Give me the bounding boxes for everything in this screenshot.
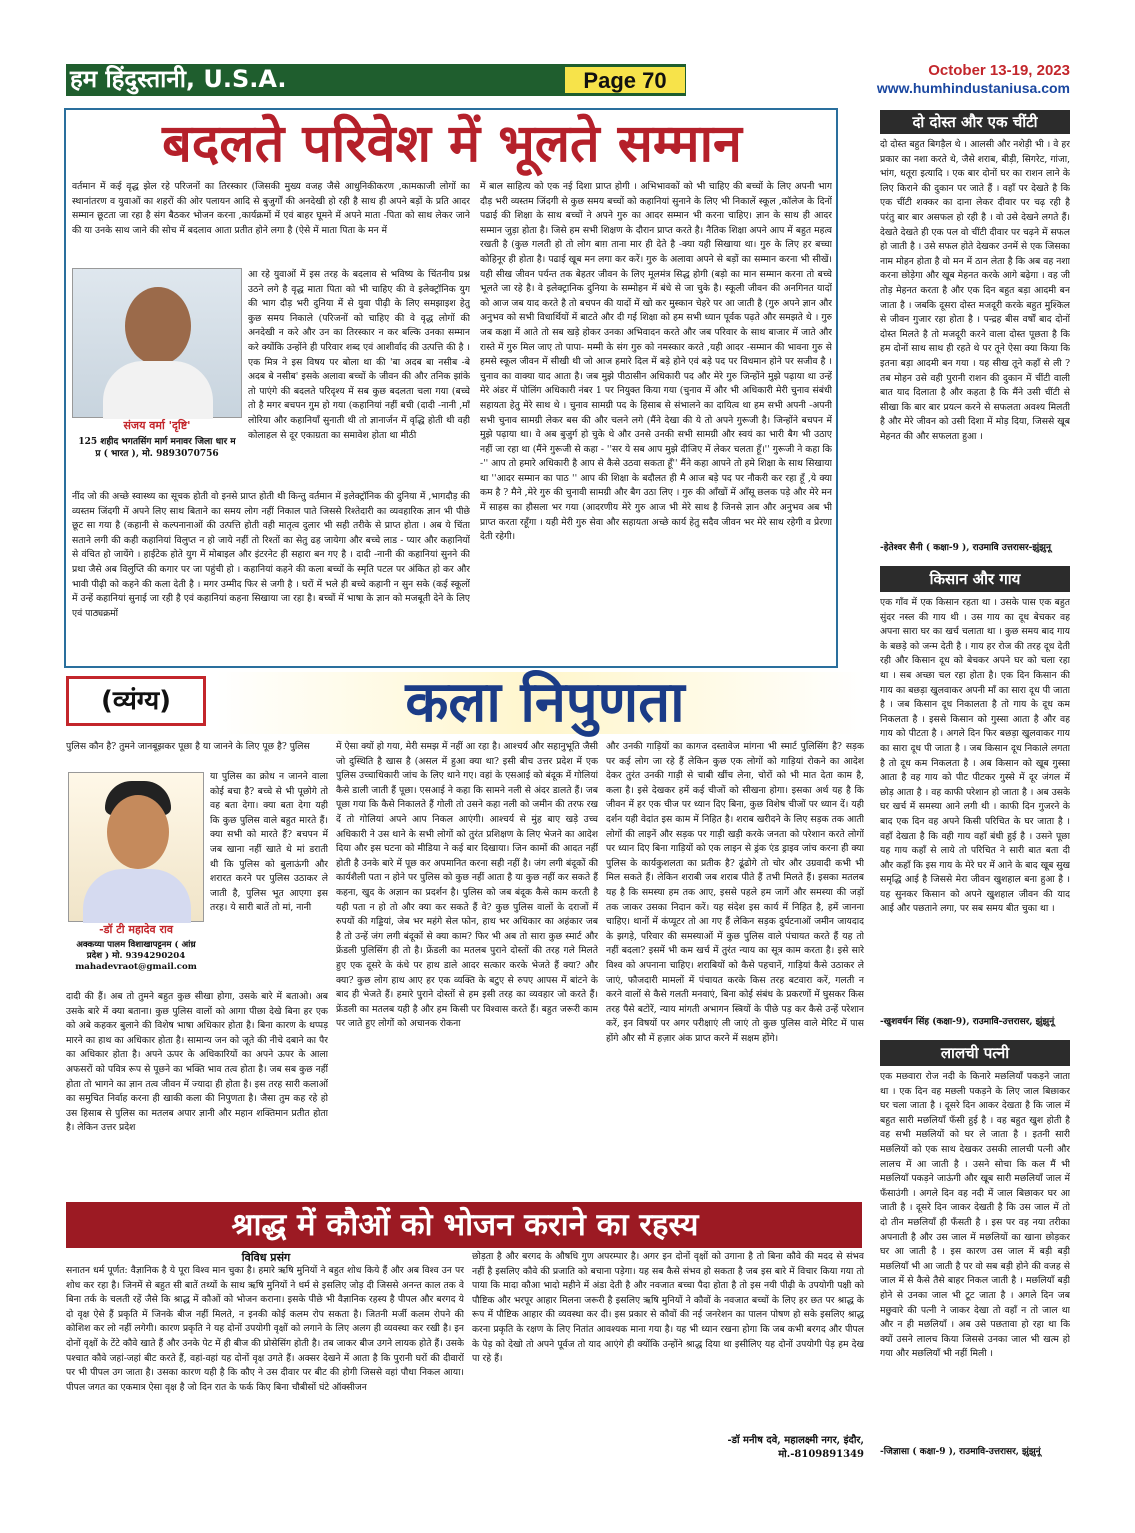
article-headline: बदलते परिवेश में भूलते सम्मान bbox=[162, 114, 742, 174]
sidebar-title: लालची पत्नी bbox=[880, 1040, 1070, 1066]
author-face bbox=[125, 287, 191, 365]
article-text: या पुलिस का क्रोध न जानने वाला कोई बचा है? बच्चे से भी पूछोगे तो वह बता देगा। क्या बता देगा यही कि कुछ पुलिस वाले बहुत मारते हैं। क्या सभी को मारते हैं? बचपन में जब खाना नहीं खाते थे मां डराती थी कि पुलिस को बुलाऊंगी और शरारत करने पर पुलिस उठाकर ले जाती है, पुलिस भूत आएगा इस तरह। ये सारी बातें तो मां, नानी bbox=[210, 771, 328, 914]
sidebar-author: -जिज्ञासा ( कक्षा-9 ), राउमावि-उत्तरासर, झुंझुनूं bbox=[880, 1447, 1041, 1457]
article-text: में ऐसा क्यों हो गया, मेरी समझ में नहीं आ रहा है। आश्चर्य और सहानुभूति जैसी जो दुस्थिति है खास है (असल में हुआ क्या था? इसी बीच उत्तर प्रदेश में एक पुलिस उच्चाधिकारी जांच के लिए थाने गए। वहां के एसआई को बंदूक में गोलियां कैसे डाली जाती हैं पूछा। एसआई ने कहा कि सामने नली से अंदर डालते हैं। जब पूछा गया कि कैसे निकालते हैं गोली तो उसने कहा नली को जमीन की तरफ रख दें तो गोलियां अपने आप निकल आएंगी। आश्चर्य से मुंह बाए खड़े उच्च अधिकारी ने उस थाने के सभी लोगों को तुरंत प्रशिक्षण के लिए भेजने का आदेश दिया और इस घटना को मीडिया ने कई बार दिखाया। जिन कामों की आदत नहीं होती है उनके बारे में पूछ कर अपमानित करना सही नहीं है। जंग लगी बंदूकों की कार्यशैली पता न होने पर पुलिस को कुछ नहीं आता है या कुछ नहीं कर सकते हैं कहना, खुद के अज्ञान का प्रदर्शन है। पुलिस को जब बंदूक कैसे काम करती है यही पता न हो तो और क्या कर सकते हैं वे? कुछ पुलिस वालों के दराजों में रुपयों की गड्डियां, जेब भर महंगे सेल फोन, हाथ भर अधिकार का अहंकार जब है तो उन्हें जंग लगी बंदूकों से क्या काम? फिर भी अब तो सारा कुछ स्मार्ट और फ्रेंडली पुलिसिंग ही तो है। फ्रेंडली का मतलब पुराने दोस्तों की तरह गले मिलते हुए एक दूसरे के कंधे पर हाथ डाले आदर सत्कार करके भेजते हैं क्या? और क्या? कुछ लोग हाथ आए हर एक व्यक्ति के बटुए से रुपए आपस में बांटने के बाद ही भेजते हैं। हमारे पुराने दोस्तों से हम इसी तरह का व्यवहार जो करते हैं। फ्रेंडली का मतलब यही है और हम किसी पर विश्वास करते हैं। बहुत जरूरी काम पर जाते हुए लोगों को अचानक रोकना bbox=[336, 741, 598, 1030]
author-name: -डॉ टी महादेव राव bbox=[99, 923, 173, 936]
article-text: छोड़ता है और बरगद के औषधि गुण अपरम्पार है। अगर इन दोनों वृक्षों को उगाना है तो बिना कौवे की मदद से संभव नहीं है इसलिए कौवे की प्रजाति को बचाना पड़ेगा। यह सब कैसे संभव हो सकता है जब इस बारे में विचार किया गया तो पाया कि मादा कौआ भादो महीने में अंडा देती है और नवजात बच्चा पैदा होता है तो इस नयी पीढ़ी के उपयोगी पक्षी को पौष्टिक और भरपूर आहार मिलना जरूरी है इसलिए ऋषि मुनियों ने कौवों के नवजात बच्चों के लिए हर छत पर श्राद्ध के रूप में पौष्टिक आहार की व्यवस्था कर दी। इस प्रकार से कौवों की नई जनरेशन का पालन पोषण हो सके इसलिए श्राद्ध करना प्रकृति के रक्षण के लिए नितांत आवश्यक माना गया है। यह भी ध्यान रखना होगा कि जब कभी बरगद और पीपल के पेड़ को देखो तो अपने पूर्वज तो याद आएंगे ही क्योंकि उन्होंने श्राद्ध दिया था इसीलिए यह दोनों उपयोगी पेड़ हम देख पा रहे हैं। bbox=[472, 1251, 864, 1365]
article-text: सनातन धर्म पूर्णत: वैज्ञानिक है ये पूरा विश्व मान चुका है। हमारे ऋषि मुनियों ने बहुत शोध किये हैं और अब विश्व उन पर शोध कर रहा है। जिनमें से बहुत सी बातें तथ्यों के साथ ऋषि मुनियों ने धर्म से इसलिए जोड़ दी जिससे अनन्त काल तक वे बिना तर्क के चलती रहें जैसे कि श्राद्ध में कौओं को भोजन कराना। इसके पीछे भी वैज्ञानिक रहस्य है पीपल और बरगद ये दो वृक्ष ऐसे हैं प्रकृति में जिनके बीज नहीं मिलते, न इनकी कोई कलम रोप सकता है। जितनी मर्जी कलम रोपने की कोशिश कर लो नहीं लगेगी। कारण प्रकृति ने यह दोनों उपयोगी वृक्षों को लगाने के लिए अलग ही व्यवस्था कर रखी है। इन दोनों वृक्षों के टेंटे कौवे खाते हैं और उनके पेट में ही बीज की प्रोसेसिंग होती है। तब जाकर बीज उगने लायक होते हैं। उसके पश्चात कौवे जहां-जहां बीट करते हैं, वहां-वहां यह दोनों वृक्ष उगते हैं। अक्सर देखने में आता है कि पुरानी घरों की दीवारों पर भी पीपल उग जाता है। उसका कारण यही है कि कौए ने उस दीवार पर बीट की होगी जिससे वहां पौधा निकल आया। पीपल जगत का एकमात्र ऐसा वृक्ष है जो दिन रात के फर्क किए बिना चौबीसों घंटे ऑक्सीजन bbox=[66, 1265, 464, 1393]
author-address: अक्कय्या पालम विशाखापट्टनम ( आंध्र प्रदेश ) मो. 9394290204 mahadevraot@gmail.com bbox=[75, 940, 197, 972]
author-photo bbox=[72, 268, 242, 418]
issue-date: October 13-19, 2023 bbox=[928, 62, 1070, 79]
page-number: Page 70 bbox=[564, 66, 686, 94]
article-text: और उनकी गाड़ियों का कागज दस्तावेज मांगना भी स्मार्ट पुलिसिंग है? सड़क पर कई लोग जा रहे हैं लेकिन कुछ एक लोगों को गाड़ियां रोकने का आदेश देकर तुरंत उनकी गाड़ी से चाबी खींच लेना, चोरों को भी मात देता काम है, कला है। इसे देखकर हमें कई चीजों को सीखना होगा। इसका अर्थ यह है कि जीवन में हर एक चीज पर ध्यान दिए बिना, कुछ विशेष चीजों पर ध्यान दें। यही दर्शन यही वेदांत इस काम में निहित है। शराब खरीदने के लिए सड़क तक आती लोगों की लाइनें और सड़क पर गाड़ी खड़ी करके जनता को परेशान करते लोगों पर ध्यान दिए बिना गाड़ियों को एक लाइन से ड्रंक एंड ड्राइव जांच करना ही क्या पुलिस के कार्यकुशलता का प्रतीक है? ढूंढोगे तो चोर और उग्रवादी कभी भी मिल सकते हैं। लेकिन शराबी जब शराब पीते हैं तभी मिलते हैं। इसका मतलब यह है कि समस्या हम तक आए, इससे पहले हम जागें और समस्या की जड़ों तक जाकर उसका निदान करें। यह संदेश इस कार्य में निहित है, हमें जानना चाहिए। थानों में कंप्यूटर तो आ गए हैं लेकिन सड़क दुर्घटनाओं जमीन जायदाद के झगड़े, परिवार की समस्याओं में कुछ पुलिस वाले पंचायत करते हैं यह तो नहीं बदला? इसमें भी कम खर्च में तुरंत न्याय का सूत्र काम करता है। इसे सारे विश्व को अपनाना चाहिए। शराबियों को कैसे पहचानें, गाड़ियां कैसे उठाकर ले जाएं, फौजदारी मामलों में पंचायत करके किस तरह बटवारा करें, गलती न करने वालों से कैसे गलती मनवाएं, बिना कोई संबंध के प्रकरणों में घुसकर किस तरह पैसे बटोरें, न्याय मांगती अभागन स्त्रियों के पीछे पड़ कर कैसे उन्हें परेशान करें, इन विषयों पर अगर परीक्षाएं ली जाएं तो कुछ पुलिस वाले मेरिट में पास होंगे और सौ में हज़ार अंक प्राप्त करने में सक्षम होंगे। bbox=[606, 741, 864, 1044]
article-author: -डॉ मनीष दवे, महालक्ष्मी नगर, इंदौर, मो.-8109891349 bbox=[727, 1435, 864, 1460]
author-shirt bbox=[83, 869, 191, 923]
author-address: 125 शहीद भगतसिंग मार्ग मनावर जिला धार म प्र ( भारत ), मो. 9893070756 bbox=[78, 437, 236, 459]
article-headline: श्राद्ध में कौओं को भोजन कराने का रहस्य bbox=[231, 1207, 699, 1243]
publication-title: हम हिंदुस्तानी, U.S.A. bbox=[70, 65, 287, 93]
article-headline: कला निपुणता bbox=[405, 670, 685, 735]
sidebar-title: दो दोस्त और एक चींटी bbox=[880, 110, 1070, 134]
sidebar-author: -खुशवर्धन सिंह (कक्षा-9), राउमावि-उत्तरासर, झुंझुनूं bbox=[880, 1017, 1055, 1027]
author-shirt bbox=[103, 361, 213, 419]
article-text: में बाल साहित्य को एक नई दिशा प्राप्त होगी । अभिभावकों को भी चाहिए की बच्चों के लिए अपनी भाग दौड़ भरी व्यस्तम जिंदगी से कुछ समय बच्चों को कहानियां सुनाने के लिए भी निकालें स्कूल ,कॉलेज के दिनों पढाई की शिक्षा के साथ बच्चों ने अपने गुरु का आदर सम्मान भी करना चाहिए। ज्ञान के साथ ही आदर सम्मान जुड़ा होता है। जिसे हम सभी शिक्षण के दौरान प्राप्त करते है। नैतिक शिक्षा अपने आप में बहुत महत्व रखती है (कुछ गलती हो तो लोग बाग़ ताना मार ही देते है -क्या यही सिखाया था। गुरु के लिए हर बच्चा कोहिनूर ही होता है। पढाई खूब मन लगा कर करें। गुरु के अलावा अपने से बड़ों का सम्मान करना भी सीखें। यही सीख जीवन पर्यन्त तक बेहतर जीवन के लिए मूलमंत्र सिद्ध होगी (बड़ो का मान सम्मान करना तो बच्चे भूलते जा रहे है। वे इलेक्ट्रानिक दुनिया के सम्मोहन में बंधे से जा चुके है। स्कूली जीवन की अनगिनत यादों को आज जब याद करते है तो बचपन की यादों में खो कर मुस्कान चेहरे पर आ जाती है (गुरु अपने ज्ञान और अनुभव को सभी विधार्थियों में बाटते और दी गई शिक्षा को हम सभी ध्यान पूर्वक पढ़ते और समझते थे । गुरु जब कक्षा में आते तो सब खड़े होकर उनका अभिवादन करते और जब परिवार के साथ बाजार में जाते और रास्ते में गुरु मिल जाए तो पापा- मम्मी के संग गुरु को नमस्कार करते ,यही आदर -सम्मान की भावना गुरु से हमसे स्कूल जीवन में सीखी थी जो आज हमारे दिल में बड़े होने एवं बड़े पद पर विधमान होने पर सजीव है । चुनाव का वाक्या याद आता है। जब मुझे पीठासीन अधिकारी पद और मेरे गुरु जिन्होंने मुझे पढ़ाया था उन्हें मेरे अंडर में पोलिंग अधिकारी नंबर 1 पर नियुक्त किया गया (चुनाव में और भी अधिकारी मेरी चुनाव संबंधी सहायता हेतु मेरे साथ थे । चुनाव सामग्री पद के हिसाब से संभालने का दायित्व था हम सभी अपनी -अपनी सभी चुनाव सामग्री लेकर बस की और चलने लगे (मैंने देखा की ये तो अपने गुरूजी है। जिन्होंने बचपन में मुझे पढ़ाया था। वे अब बुजुर्ग हो चुके थे और उनसे उनकी सभी सामग्री और स्वयं का भारी बैग भी उठाए नहीं जा रहा था (मैंने गुरूजी से कहा - ''सर ये सब आप मुझे दीजिए में लेकर चलता हूँ।'' गुरूजी ने कहा कि -'' आप तो हमारे अधिकारी है आप से कैसे उठवा सकता हूँ'' मैंने कहा आपने तो हमे शिक्षा के साथ सिखाया था ''आदर सम्मान का पाठ '' आप की शिक्षा के बदौलत ही मै आज बड़े पद पर नौकरी कर रहा हूँ ,ये क्या कम है ? मैने ,मेरे गुरु की चुनावी सामग्री और बैग उठा लिए । गुरु की आँखों में आँसू छलक पड़े और मेरे मन में साहस का हौसला भर गया (आदरणीय मेरे गुरु आज भी मेरे साथ है जिनसे ज्ञान और अनुभव अब भी प्राप्त करता रहूँगा । यही मेरी गुरु सेवा और सहायता अच्छे कार्य हेतु सदैव जीवन भर मेरे साथ रहेगी व प्रेरणा देती रहेगी। bbox=[480, 181, 832, 543]
author-face bbox=[107, 795, 169, 869]
article-text: नींद जो की अच्छे स्वास्थ्य का सूचक होती वो इनसे प्राप्त होती थी किन्तु वर्तमान में इलेक्ट्रॉनिक की दुनिया में ,भागदौड़ की व्यस्तम जिंदगी में अपने लिए साथ बिताने का समय लोग नहीं निकाल पाते जिससे रिश्तेदारी का व्यवहारिक ज्ञान भी पीछे छूट सा गया है (कहानी से कल्पनानाओं की उत्पत्ति होती वही मातृत्व दुलार भी सही तरीके से प्राप्त होता । अब ये चिंता सताने लगी की कही कहानियां विलुप्त न हो जाये नहीं तो रिश्तों का सेतु ढह जायेगा और बच्चे लाड - प्यार और कहानियों से वंचित हो जायेंगे । हाईटेक होते युग में मोबाइल और इंटरनेट ही सहारा बन गए है । दादी -नानी की कहानियां सुनने की प्रथा जैसे अब विलुप्ति की कगार पर जा पहुंची हो । कहानियां कहने की कला बच्चों के स्मृति पटल पर अंकित हो कर और भावी पीढ़ी को कहने की कला देती है । मगर उम्मीद फिर से जगी है । घरों में भले ही बच्चे कहानी न सुन सके (कई स्कूलों में उन्हें कहानियां सुनाई जा रही है एवं कहानियां कहना सिखाया जा रहा है। बच्चों में भाषा के ज्ञान को मजबूती देने के लिए एवं पाठ्यक्रमों bbox=[72, 491, 470, 619]
sidebar-title: किसान और गाय bbox=[880, 566, 1070, 592]
article-text: दादी की हैं। अब तो तुमने बहुत कुछ सीखा होगा, उसके बारे में बताओ। अब उसके बारे में क्या बताना। कुछ पुलिस वालों को आगा पीछा देखे बिना हर एक को अबे कहकर बुलाने की विशेष भाषा अधिकार होता है। बिना कारण के थप्पड़ मारने का हाथ का अधिकार होता है। सामान्य जन को जूते की नीचे दबाने का पैर का अधिकार होता है। अपने ऊपर के अधिकारियों का अपने ऊपर के आला अफसरों को पवित्र रूप से पूछने का भक्ति भाव तत्व होता है। जब सब कुछ नहीं होता तो भागने का ज्ञान तत्व जीवन में ज्यादा ही होता है। इस तरह सारी कलाओं का समुचित निर्वाह करना ही खाकी कला की निपुणता है। जैसा तुम कह रहे हो उस हिसाब से पुलिस का मतलब अपार ज्ञानी और महान शक्तिमान प्रतीत होता है। लेकिन उत्तर प्रदेश bbox=[66, 991, 328, 1134]
article-text: आ रहे युवाओं में इस तरह के बदलाव से भविष्य के चिंतनीय प्रश्न उठने लगे है वृद्ध माता पिता को भी चाहिए की वे इलेक्ट्रॉनिक युग की भाग दौड़ भरी दुनिया में से युवा पीढ़ी के लिए समझाइश हेतु कुछ समय निकाले (परिजनों को चाहिए की वे वृद्ध लोगों की अनदेखी न करे और उन का तिरस्कार न कर बल्कि उनका सम्मान करे क्योंकि उन्होंने ही परिवार शब्द एवं आशीर्वाद की उत्पत्ति की है । एक मित्र ने इस विषय पर बोला था की 'बा अदब बा नसीब -बे अदब बे नसीब' इसके अलावा बच्चों के जीवन की और तनिक झांके तो पाएंगे की बदलते परिदृश्य में सब कुछ बदलता चला गया (बच्चे तो है मगर बचपन गुम हो गया (कहानियां नहीं बची (दादी -नानी ,माँ लोरिया और कहानियाँ सुनाती थी तो ज्ञानार्जन में वृद्धि होती थी वही कोलाहल से दूर एकाग्रता का समावेश होता था मीठी bbox=[248, 269, 470, 441]
author-name: संजय वर्मा 'दृष्टि' bbox=[123, 419, 191, 432]
sidebar-text: दो दोस्त बहुत बिगड़ैल थे । आलसी और नशेड़ी भी । वे हर प्रकार का नशा करते थे, जैसे शराब, बीड़ी, सिगरेट, गांजा, भांग, धतूरा इत्यादि । एक बार दोनों घर का राशन लाने के लिए किराने की दुकान पर जाते हैं । वहाँ पर देखते है कि एक चींटी शक्कर का दाना लेकर दीवार पर चढ़ रही है परंतु बार बार असफल हो रही है । वो उसे देखने लगते हैं। देखते देखते ही एक पल वो चींटी दीवार पर चढ़ने में सफल हो जाती है । उसे सफल होते देखकर उनमें से एक जिसका नाम मोहन होता है वो मन में ठान लेता है कि अब वह नशा करना छोड़ेगा और खूब मेहनत करके आगे बढ़ेगा । वह जी तोड़ मेहनत करता है और एक दिन बहुत बड़ा आदमी बन जाता है । जबकि दूसरा दोस्त मजदूरी करके बहुत मुश्किल से जीवन गुजार रहा होता है । पन्द्रह बीस वर्षों बाद दोनों दोस्त मिलते है तो मजदूरी करने वाला दोस्त पूछता है कि हम दोनों साथ साथ ही रहते थे पर तूने ऐसा क्या किया कि इतना बड़ा आदमी बन गया । यह सीख तूने कहाँ से ली ? तब मोहन उसे वही पुरानी राशन की दुकान में चींटी वाली बात याद दिलाता है और कहता है कि मैंने उसी चींटी से सीखा कि बार बार प्रयत्न करने से सफलता अवश्य मिलती है और मेरे जीवन को उसी दिशा में मोड़ दिया, जिससे खूब मेहनत की और सफलता हुआ । bbox=[880, 139, 1070, 442]
satire-tag: (व्यंग्य) bbox=[66, 676, 206, 726]
author-photo bbox=[68, 772, 204, 922]
website-link[interactable]: www.humhindustaniusa.com bbox=[876, 80, 1070, 96]
sidebar-text: एक गाँव में एक किसान रहता था । उसके पास एक बहुत सुंदर नस्ल की गाय थी । उस गाय का दूध बेचकर वह अपना सारा घर का खर्च चलाता था । कुछ समय बाद गाय के बछड़े को जन्म देती है । गाय हर रोज की तरह दूध देती रही और किसान दूध को बेचकर अपने घर को चला रहा था । सब अच्छा चल रहा होता है। एक दिन किसान की गाय का बछड़ा खुलवाकर अपनी माँ का सारा दूध पी जाता है । जब किसान दूध निकालता है तो गाय के दूध कम निकलता है । इससे किसान को गुस्सा आता है और वह गाय को पीटता है । अगले दिन फिर बछड़ा खुलवाकर गाय का सारा दूध पी जाता है । जब किसान दूध निकाले लगता है तो दूध कम निकलता है । अब किसान को खूब गुस्सा आता है वह गाय को पीट पीटकर गुस्से में दूर जंगल में छोड़ आता है । वह काफी परेशान हो जाता है । अब उसके घर खर्च में समस्या आने लगी थी । काफी दिन गुजरने के बाद एक दिन वह अपने किसी परिचित के घर जाता है । वहाँ देखता है कि वही गाय वहाँ बंधी हुई है । उसने पूछा यह गाय कहाँ से लाये तो परिचित ने सारी बात बता दी और कहाँ कि इस गाय के मेरे घर में आने के बाद खूब सुख समृद्धि आई है जिससे मेरा जीवन खुशहाल बना हुआ है । यह सुनकर किसान को अपने खुशहाल जीवन की याद आई और पछताने लगा, पर सब समय बीत चुका था । bbox=[880, 597, 1070, 915]
sidebar-text: एक मछवारा रोज नदी के किनारे मछलियाँ पकड़ने जाता था । एक दिन वह मछली पकड़ने के लिए जाल बिछाकर घर चला जाता है । दूसरे दिन आकर देखता है कि जाल में बहुत सारी मछलियाँ फँसी हुई है । वह बहुत खुश होती है वह सभी मछलियों को घर ले जाता है । इतनी सारी मछलियों को एक साथ देखकर उसकी लालची पत्नी और लालच में आ जाती है । उसने सोचा कि कल मैं भी मछलियाँ पकड़ने जाऊंगी और खूब सारी मछलियाँ जाल में फँसाउंगी । अगले दिन वह नदी में जाल बिछाकर घर आ जाती है । दूसरे दिन जाकर देखती है कि उस जाल में तो दो तीन मछलियाँ ही फँसती है । इस पर वह नया तरीका अपनाती है और उस जाल में मछलियों का खाना छोड़कर घर आ जाती है । इस कारण उस जाल में बड़ी बड़ी मछलियाँ भी आ जाती है पर वो सब बड़ी होने की वजह से जाल में से कैसे तैसे बाहर निकल जाती है । मछलियाँ बड़ी होने से उनका जाल भी टूट जाता है । अगले दिन जब मछुवारे की पत्नी ने जाकर देखा तो वहाँ न तो जाल था और न ही मछलियाँ । अब उसे पछतावा हो रहा था कि क्यों उसने लालच किया जिससे उनका जाल भी खत्म हो गया और मछलियाँ भी नहीं मिली । bbox=[880, 1071, 1070, 1360]
sidebar-author: -हेतेश्वर सैनी ( कक्षा-9 ), राउमावि उत्तरासर-झुंझुनू bbox=[880, 543, 1051, 553]
article-text: पुलिस कौन है? तुमने जानबूझकर पूछा है या जानने के लिए पूछ है? पुलिस bbox=[66, 741, 310, 752]
article-subhead: विविध प्रसंग bbox=[241, 1251, 291, 1264]
article-text: वर्तमान में कई वृद्ध झेल रहे परिजनों का तिरस्कार (जिसकी मुख्य वजह जैसे आधुनिकीकरण ,कामकाजी लोगों का स्थानांतरण व युवाओं का शहरों की ओर पलायन आदि से बुजुर्गों की अनदेखी हो रही है साथ ही अपने बड़ों के प्रति आदर सम्मान छूटता जा रहा है संग बैठकर भोजन करना ,कार्यक्रमों में एवं बाहर घूमने में अपने माता -पिता को साथ लेकर जाने की या उनके साथ जाने की सोच में बदलाव आता प्रतीत होने लगा है (ऐसे में माता पिता के मन में bbox=[72, 181, 470, 236]
